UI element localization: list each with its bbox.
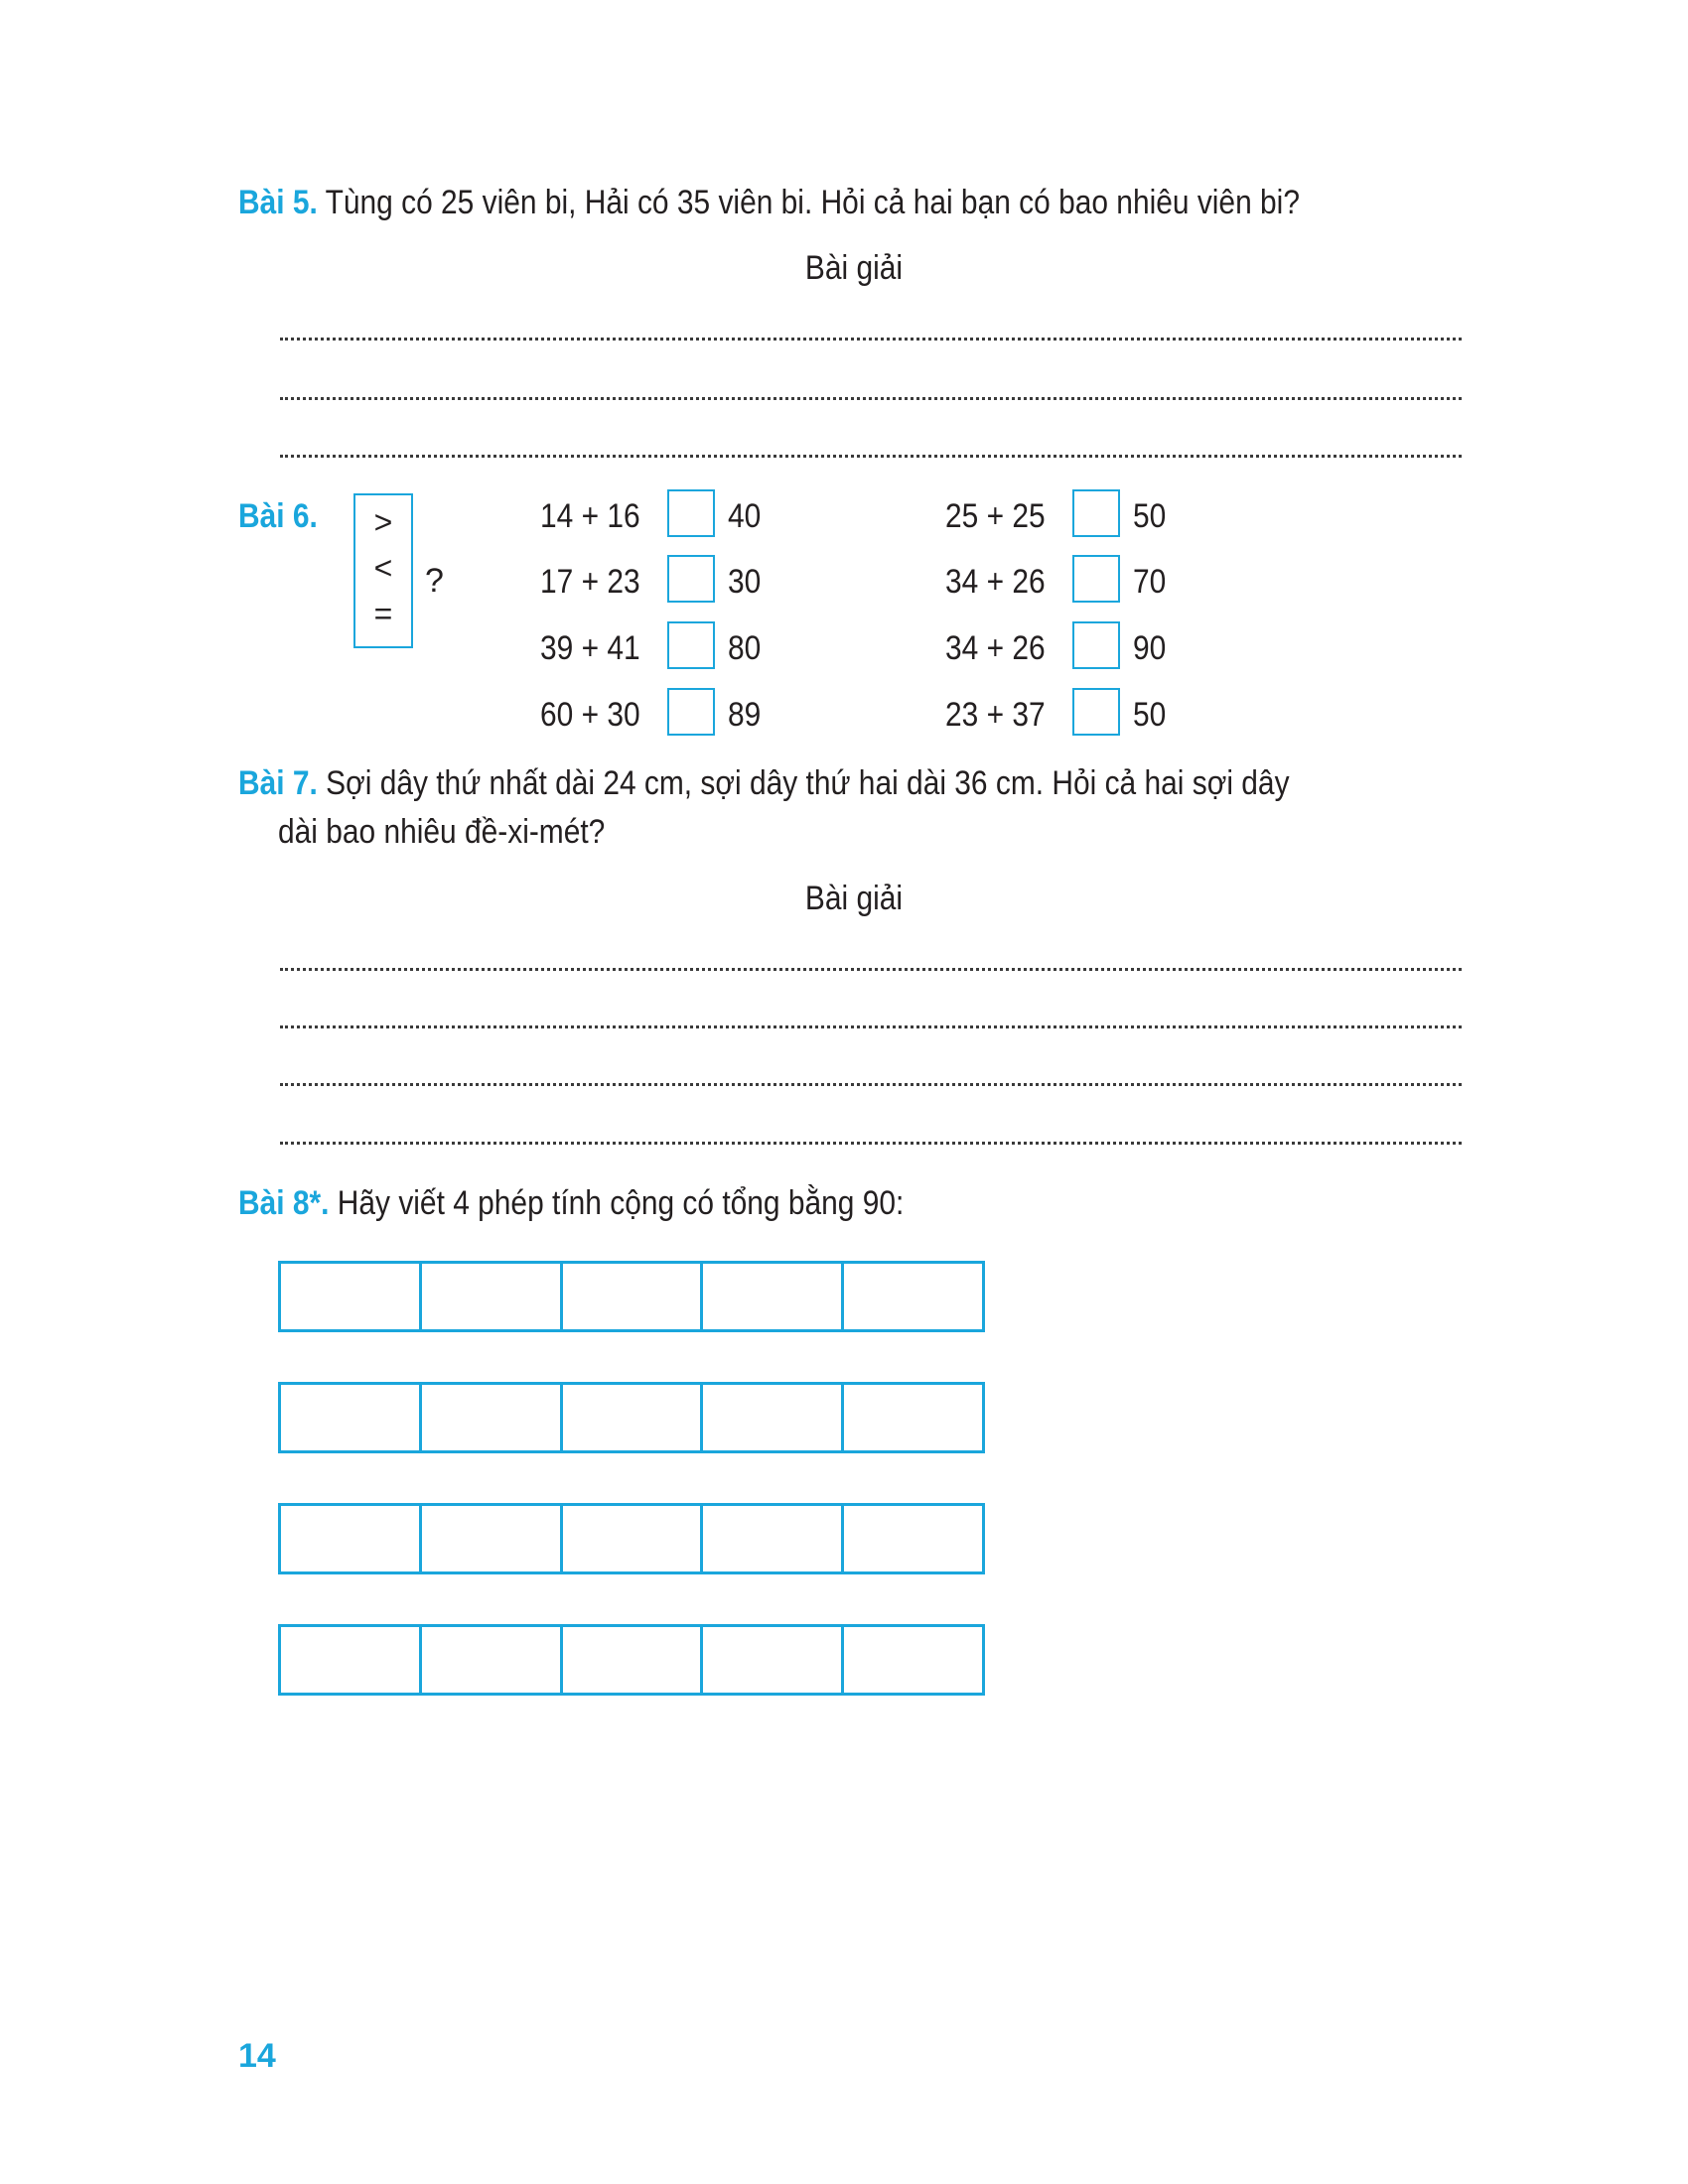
comparison-value: 70 bbox=[1133, 563, 1167, 601]
exercise-6-label: Bài 6. bbox=[238, 497, 318, 535]
addition-grid-row bbox=[278, 1503, 985, 1574]
comparison-expression: 60 + 30 bbox=[540, 696, 640, 734]
answer-line[interactable] bbox=[280, 397, 1462, 400]
answer-line[interactable] bbox=[280, 1025, 1462, 1028]
grid-cell[interactable] bbox=[703, 1627, 844, 1693]
sign-equal: = bbox=[373, 596, 393, 631]
comparison-expression: 25 + 25 bbox=[945, 497, 1046, 535]
comparison-expression: 14 + 16 bbox=[540, 497, 640, 535]
comparison-answer-box[interactable] bbox=[1072, 555, 1120, 603]
exercise-7-text-line2: dài bao nhiêu đề-xi-mét? bbox=[278, 813, 606, 851]
comparison-value: 30 bbox=[728, 563, 762, 601]
exercise-5-label: Bài 5. bbox=[238, 184, 318, 221]
grid-cell[interactable] bbox=[422, 1506, 563, 1571]
grid-cell[interactable] bbox=[563, 1385, 704, 1450]
comparison-value: 50 bbox=[1133, 497, 1167, 535]
grid-cell[interactable] bbox=[281, 1506, 422, 1571]
comparison-answer-box[interactable] bbox=[1072, 688, 1120, 736]
grid-cell[interactable] bbox=[844, 1506, 982, 1571]
addition-grid-row bbox=[278, 1261, 985, 1332]
exercise-8 bbox=[238, 1183, 904, 1223]
comparison-expression: 17 + 23 bbox=[540, 563, 640, 601]
addition-grid-row bbox=[278, 1624, 985, 1696]
question-mark: ? bbox=[425, 562, 444, 600]
comparison-expression: 23 + 37 bbox=[945, 696, 1046, 734]
comparison-expression: 34 + 26 bbox=[945, 629, 1046, 667]
exercise-8-text: Hãy viết 4 phép tính cộng có tổng bằng 90: bbox=[337, 1184, 905, 1222]
comparison-expression: 39 + 41 bbox=[540, 629, 640, 667]
comparison-answer-box[interactable] bbox=[667, 621, 715, 669]
comparison-value: 89 bbox=[728, 696, 762, 734]
answer-line[interactable] bbox=[280, 455, 1462, 458]
exercise-7-solution-heading: Bài giải bbox=[804, 880, 904, 917]
comparison-value: 90 bbox=[1133, 629, 1167, 667]
exercise-5-solution-heading: Bài giải bbox=[804, 249, 904, 287]
answer-line[interactable] bbox=[280, 338, 1462, 341]
comparison-answer-box[interactable] bbox=[667, 489, 715, 537]
grid-cell[interactable] bbox=[563, 1506, 704, 1571]
exercise-8-label: Bài 8*. bbox=[238, 1184, 330, 1222]
exercise-7 bbox=[238, 763, 1290, 803]
comparison-answer-box[interactable] bbox=[1072, 489, 1120, 537]
grid-cell[interactable] bbox=[844, 1264, 982, 1329]
comparison-answer-box[interactable] bbox=[667, 555, 715, 603]
exercise-5-text: Tùng có 25 viên bi, Hải có 35 viên bi. Hỏi cả hai bạn có bao nhiêu viên bi? bbox=[325, 184, 1300, 221]
comparison-signs-box bbox=[353, 493, 413, 648]
sign-less: < bbox=[373, 550, 393, 586]
grid-cell[interactable] bbox=[563, 1627, 704, 1693]
grid-cell[interactable] bbox=[422, 1385, 563, 1450]
comparison-value: 80 bbox=[728, 629, 762, 667]
answer-line[interactable] bbox=[280, 1083, 1462, 1086]
grid-cell[interactable] bbox=[563, 1264, 704, 1329]
grid-cell[interactable] bbox=[422, 1627, 563, 1693]
grid-cell[interactable] bbox=[281, 1264, 422, 1329]
grid-cell[interactable] bbox=[703, 1264, 844, 1329]
grid-cell[interactable] bbox=[703, 1385, 844, 1450]
comparison-value: 50 bbox=[1133, 696, 1167, 734]
grid-cell[interactable] bbox=[844, 1385, 982, 1450]
grid-cell[interactable] bbox=[422, 1264, 563, 1329]
answer-line[interactable] bbox=[280, 1142, 1462, 1145]
answer-line[interactable] bbox=[280, 968, 1462, 971]
sign-greater: > bbox=[373, 504, 393, 540]
comparison-value: 40 bbox=[728, 497, 762, 535]
exercise-7-text-line1: Sợi dây thứ nhất dài 24 cm, sợi dây thứ hai dài 36 cm. Hỏi cả hai sợi dây bbox=[326, 764, 1290, 802]
grid-cell[interactable] bbox=[703, 1506, 844, 1571]
addition-grid-row bbox=[278, 1382, 985, 1453]
grid-cell[interactable] bbox=[281, 1627, 422, 1693]
comparison-expression: 34 + 26 bbox=[945, 563, 1046, 601]
comparison-answer-box[interactable] bbox=[667, 688, 715, 736]
exercise-5 bbox=[238, 183, 1300, 222]
page-number: 14 bbox=[238, 2037, 276, 2075]
grid-cell[interactable] bbox=[844, 1627, 982, 1693]
grid-cell[interactable] bbox=[281, 1385, 422, 1450]
comparison-answer-box[interactable] bbox=[1072, 621, 1120, 669]
exercise-7-label: Bài 7. bbox=[238, 764, 318, 802]
